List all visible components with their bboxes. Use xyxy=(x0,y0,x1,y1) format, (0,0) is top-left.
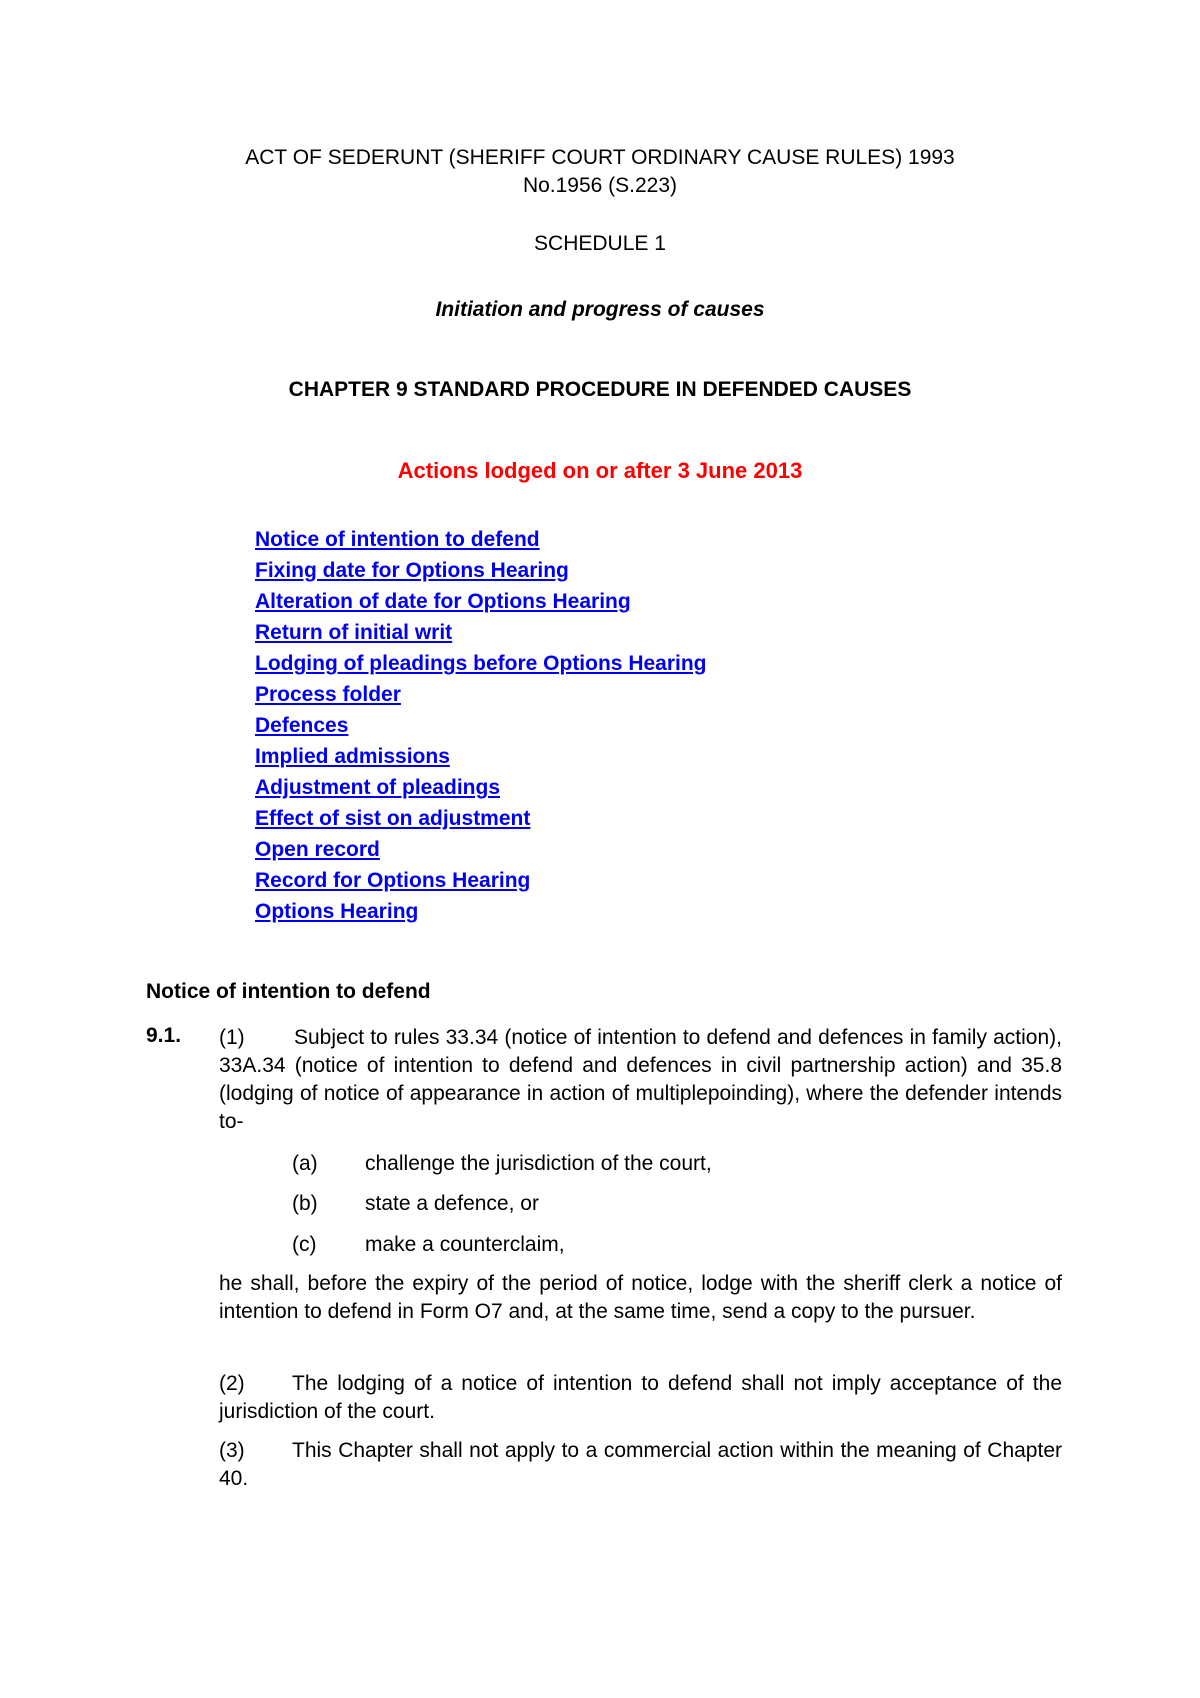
toc-link-fixing-date[interactable]: Fixing date for Options Hearing xyxy=(255,559,569,582)
paragraph-text: Subject to rules 33.34 (notice of intention to defend and defences in family action), 33A.34 (notice of intention to defend and defences in civil partnership action) and 35.8 (lodging of notice of appearance in action of multiplepoinding), where the defender intends to- xyxy=(219,1026,1062,1133)
paragraph-label: (2) xyxy=(219,1372,245,1395)
applicability-note: Actions lodged on or after 3 June 2013 xyxy=(397,458,803,483)
rule-number: 9.1. xyxy=(146,1024,182,1047)
document-title: ACT OF SEDERUNT (SHERIFF COURT ORDINARY CAUSE RULES) 1993 xyxy=(245,146,955,169)
paragraph-3 xyxy=(219,1437,1062,1493)
paragraph-1-continuation: he shall, before the expiry of the period of notice, lodge with the sheriff clerk a notice of intention to defend in Form O7 and, at the same time, send a copy to the pursuer. xyxy=(219,1272,1062,1323)
toc-link-effect-of-sist[interactable]: Effect of sist on adjustment xyxy=(255,807,531,830)
toc-link-alteration-of-date[interactable]: Alteration of date for Options Hearing xyxy=(255,590,631,613)
section-heading: Notice of intention to defend xyxy=(146,980,431,1003)
list-item xyxy=(292,1231,565,1259)
list-item-label: (a) xyxy=(292,1152,318,1175)
toc-link-notice-of-intention[interactable]: Notice of intention to defend xyxy=(255,528,540,551)
list-item-text: make a counterclaim, xyxy=(365,1233,565,1256)
paragraph-label: (1) xyxy=(219,1026,245,1049)
paragraph-label: (3) xyxy=(219,1439,245,1462)
list-item xyxy=(292,1150,712,1178)
list-item xyxy=(292,1190,539,1218)
schedule-subtitle: Initiation and progress of causes xyxy=(435,298,765,321)
list-item-label: (c) xyxy=(292,1233,317,1256)
list-item-text: state a defence, or xyxy=(365,1192,539,1215)
toc-link-return-of-writ[interactable]: Return of initial writ xyxy=(255,621,453,644)
toc-link-options-hearing[interactable]: Options Hearing xyxy=(255,900,419,923)
toc-link-open-record[interactable]: Open record xyxy=(255,838,380,861)
paragraph-text: This Chapter shall not apply to a commercial action within the meaning of Chapter 40. xyxy=(219,1439,1062,1490)
chapter-heading: CHAPTER 9 STANDARD PROCEDURE IN DEFENDED CAUSES xyxy=(288,378,912,401)
toc-link-record-for-options-hearing[interactable]: Record for Options Hearing xyxy=(255,869,531,892)
paragraph-2 xyxy=(219,1370,1062,1426)
list-item-label: (b) xyxy=(292,1192,318,1215)
toc-link-defences[interactable]: Defences xyxy=(255,714,349,737)
toc-link-lodging-of-pleadings[interactable]: Lodging of pleadings before Options Hearing xyxy=(255,652,707,675)
toc-link-adjustment-of-pleadings[interactable]: Adjustment of pleadings xyxy=(255,776,501,799)
schedule-heading: SCHEDULE 1 xyxy=(534,232,666,255)
toc-link-implied-admissions[interactable]: Implied admissions xyxy=(255,745,450,768)
paragraph-text: The lodging of a notice of intention to defend shall not imply acceptance of the jurisdiction of the court. xyxy=(219,1372,1062,1423)
statutory-instrument-number: No.1956 (S.223) xyxy=(522,174,678,197)
paragraph-1 xyxy=(219,1024,1062,1136)
toc-link-process-folder[interactable]: Process folder xyxy=(255,683,401,706)
list-item-text: challenge the jurisdiction of the court, xyxy=(365,1152,712,1175)
